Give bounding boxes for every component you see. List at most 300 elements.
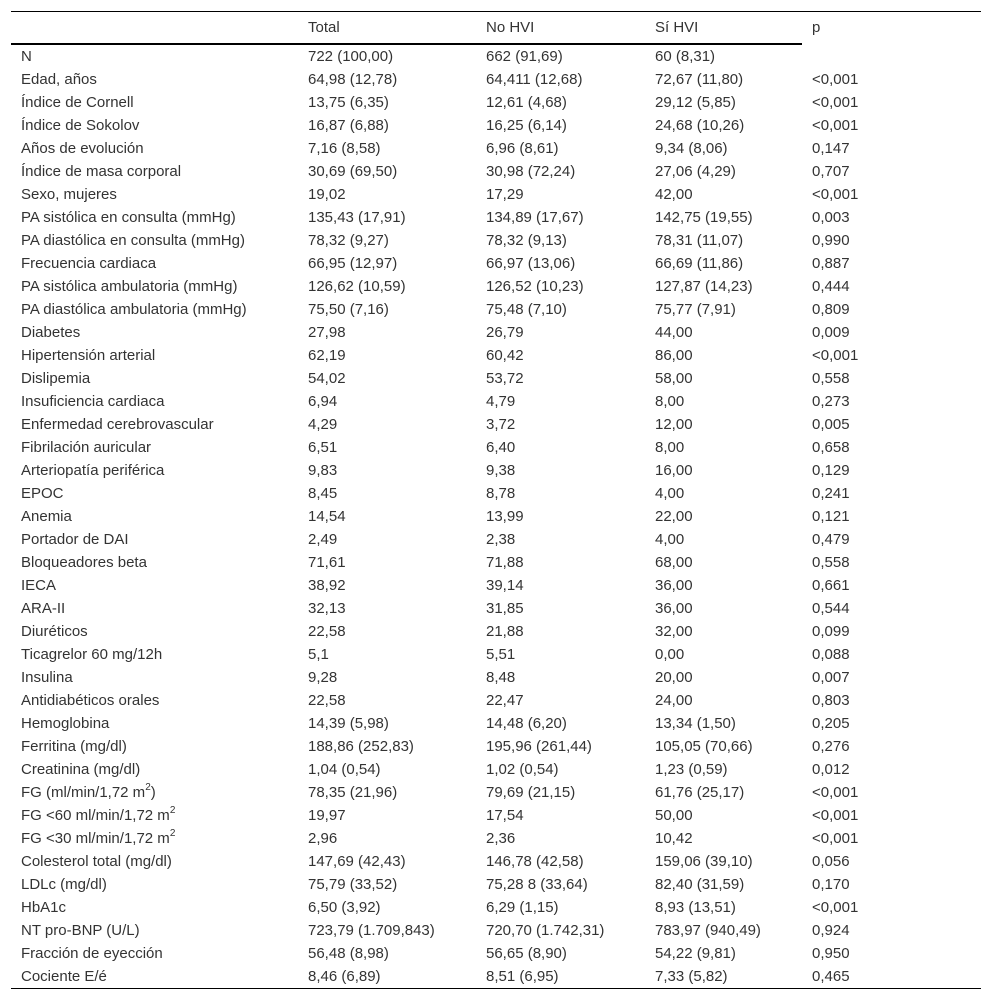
- row-label: [11, 44, 298, 68]
- cell-p-value: 0,990: [812, 231, 850, 249]
- cell-p-value: 0,056: [812, 852, 850, 870]
- cell-total: 7,16 (8,58): [308, 139, 381, 157]
- cell-si-hvi: 20,00: [655, 668, 693, 686]
- cell-no-hvi: 134,89 (17,67): [486, 208, 584, 226]
- table-row: [11, 528, 981, 551]
- cell-total: 66,95 (12,97): [308, 254, 398, 272]
- row-label: [11, 390, 298, 413]
- cell-no-hvi: 9,38: [486, 461, 516, 479]
- cell-no-hvi: 8,78: [486, 484, 516, 502]
- cell-no-hvi: 66,97 (13,06): [486, 254, 576, 272]
- data-table-container: [11, 11, 981, 989]
- cell-p-value: [802, 44, 981, 68]
- row-label-text: PA sistólica ambulatoria (mmHg): [21, 277, 238, 295]
- cell-total: 75,50 (7,16): [308, 300, 389, 318]
- table-row: [11, 735, 981, 758]
- cell-p-value: 0,147: [812, 139, 850, 157]
- cell-total: 723,79 (1.709,843): [308, 921, 435, 939]
- row-label-text: Fracción de eyección: [21, 944, 163, 962]
- cell-p-value: 0,003: [812, 208, 850, 226]
- row-label: [11, 160, 298, 183]
- row-label-text: Diabetes: [21, 323, 81, 341]
- table-row: [11, 758, 981, 781]
- cell-no-hvi: 14,48 (6,20): [486, 714, 567, 732]
- table-row: [11, 252, 981, 275]
- cell-si-hvi: 4,00: [655, 530, 685, 548]
- cell-total: 75,79 (33,52): [308, 875, 398, 893]
- cell-no-hvi: 22,47: [486, 691, 524, 709]
- cell-no-hvi: 71,88: [486, 553, 524, 571]
- row-label: [11, 321, 298, 344]
- row-label: [11, 850, 298, 873]
- cell-no-hvi: 31,85: [486, 599, 524, 617]
- cell-no-hvi: 6,40: [486, 438, 516, 456]
- table-row: [11, 551, 981, 574]
- cell-p-value: <0,001: [812, 70, 859, 88]
- row-label-text: Colesterol total (mg/dl): [21, 852, 172, 870]
- table-row: [11, 183, 981, 206]
- cell-total: 71,61: [308, 553, 346, 571]
- cell-si-hvi: 42,00: [655, 185, 693, 203]
- cell-si-hvi: 72,67 (11,80): [655, 70, 744, 88]
- row-label-text: Fibrilación auricular: [21, 438, 152, 456]
- cell-si-hvi: 0,00: [655, 645, 685, 663]
- row-label-superscript: 2: [145, 781, 151, 793]
- cell-total: 22,58: [308, 691, 346, 709]
- cell-si-hvi: 54,22 (9,81): [655, 944, 736, 962]
- cell-total: 32,13: [308, 599, 346, 617]
- cell-p-value: 0,273: [812, 392, 850, 410]
- cell-total: 126,62 (10,59): [308, 277, 406, 295]
- cell-no-hvi: 17,54: [486, 806, 524, 824]
- row-label: [11, 413, 298, 436]
- row-label-text: Antidiabéticos orales: [21, 691, 160, 709]
- row-label-text: FG <60 ml/min/1,72 m: [21, 806, 170, 824]
- cell-si-hvi: 8,00: [655, 392, 685, 410]
- row-label-text: Hemoglobina: [21, 714, 110, 732]
- cell-p-value: 0,129: [812, 461, 850, 479]
- cell-no-hvi: 195,96 (261,44): [486, 737, 592, 755]
- cell-total: 6,51: [308, 438, 338, 456]
- row-label: [11, 229, 298, 252]
- cell-no-hvi: 2,36: [486, 829, 516, 847]
- row-label: [11, 505, 298, 528]
- table-row: [11, 574, 981, 597]
- row-label: [11, 68, 298, 91]
- cell-no-hvi: 5,51: [486, 645, 516, 663]
- cell-si-hvi: 68,00: [655, 553, 693, 571]
- cell-p-value: <0,001: [812, 116, 859, 134]
- row-label-text: Ferritina (mg/dl): [21, 737, 127, 755]
- row-label: [11, 781, 298, 804]
- cell-no-hvi: 56,65 (8,90): [486, 944, 567, 962]
- row-label: [11, 206, 298, 229]
- cell-total: 2,49: [308, 530, 338, 548]
- row-label-text: Arteriopatía periférica: [21, 461, 165, 479]
- row-label-text: Cociente E/é: [21, 967, 107, 985]
- row-label-text: Diuréticos: [21, 622, 88, 640]
- cell-total: 22,58: [308, 622, 346, 640]
- cell-si-hvi: 58,00: [655, 369, 693, 387]
- cell-no-hvi: 17,29: [486, 185, 524, 203]
- row-label-superscript: 2: [169, 827, 176, 839]
- cell-p-value: 0,887: [812, 254, 850, 272]
- table-row: [11, 459, 981, 482]
- cell-no-hvi: 662 (91,69): [486, 47, 563, 65]
- row-label: [11, 551, 298, 574]
- cell-si-hvi: 142,75 (19,55): [655, 208, 753, 226]
- table-row: [11, 229, 981, 252]
- table-row: [11, 689, 981, 712]
- row-label: [11, 827, 298, 850]
- row-label-text: FG <30 ml/min/1,72 m: [21, 829, 170, 847]
- cell-si-hvi: 24,68 (10,26): [655, 116, 745, 134]
- cell-total: 38,92: [308, 576, 346, 594]
- row-label: [11, 689, 298, 712]
- row-label: [11, 643, 298, 666]
- cell-si-hvi: 66,69 (11,86): [655, 254, 744, 272]
- cell-p-value: 0,809: [812, 300, 850, 318]
- cell-si-hvi: 13,34 (1,50): [655, 714, 736, 732]
- cell-total: 9,28: [308, 668, 338, 686]
- cell-no-hvi: 13,99: [486, 507, 524, 525]
- table-row: [11, 942, 981, 965]
- table-row: [11, 436, 981, 459]
- table-row: [11, 482, 981, 505]
- table-row: [11, 896, 981, 919]
- cell-no-hvi: 4,79: [486, 392, 516, 410]
- row-label-text: Sexo, mujeres: [21, 185, 117, 203]
- cell-p-value: <0,001: [812, 783, 859, 801]
- row-label-text: Enfermedad cerebrovascular: [21, 415, 214, 433]
- table-row: [11, 597, 981, 620]
- row-label: [11, 367, 298, 390]
- cell-no-hvi: 16,25 (6,14): [486, 116, 567, 134]
- row-label-text: PA diastólica ambulatoria (mmHg): [21, 300, 247, 318]
- cell-total: 4,29: [308, 415, 338, 433]
- table-row: [11, 919, 981, 942]
- cell-p-value: 0,121: [812, 507, 850, 525]
- cell-si-hvi: 783,97 (940,49): [655, 921, 761, 939]
- cell-p-value: 0,444: [812, 277, 850, 295]
- cell-si-hvi: 32,00: [655, 622, 693, 640]
- cell-total: 27,98: [308, 323, 346, 341]
- cell-total: 62,19: [308, 346, 346, 364]
- cell-no-hvi: 126,52 (10,23): [486, 277, 584, 295]
- cell-no-hvi: 53,72: [486, 369, 524, 387]
- cell-total: 30,69 (69,50): [308, 162, 398, 180]
- row-label-superscript: 2: [169, 804, 176, 816]
- cell-p-value: 0,012: [812, 760, 850, 778]
- cell-p-value: 0,558: [812, 553, 850, 571]
- row-label-text: Creatinina (mg/dl): [21, 760, 141, 778]
- row-label: [11, 114, 298, 137]
- table-row: [11, 712, 981, 735]
- row-label-text: Edad, años: [21, 70, 97, 88]
- cell-no-hvi: 12,61 (4,68): [486, 93, 567, 111]
- data-table: [11, 11, 981, 989]
- cell-p-value: <0,001: [812, 898, 859, 916]
- cell-total: 1,04 (0,54): [308, 760, 381, 778]
- cell-p-value: 0,241: [812, 484, 850, 502]
- cell-p-value: 0,544: [812, 599, 850, 617]
- cell-no-hvi: 3,72: [486, 415, 516, 433]
- table-header-row: [11, 12, 981, 44]
- row-label: [11, 298, 298, 321]
- cell-total: 16,87 (6,88): [308, 116, 389, 134]
- cell-si-hvi: 159,06 (39,10): [655, 852, 753, 870]
- cell-no-hvi: 1,02 (0,54): [486, 760, 559, 778]
- row-label: [11, 91, 298, 114]
- cell-p-value: 0,170: [812, 875, 850, 893]
- row-label: [11, 459, 298, 482]
- cell-p-value: <0,001: [812, 185, 859, 203]
- cell-si-hvi: 86,00: [655, 346, 693, 364]
- row-label-text: Índice de masa corporal: [21, 162, 182, 180]
- cell-total: 14,39 (5,98): [308, 714, 389, 732]
- cell-si-hvi: 16,00: [655, 461, 693, 479]
- cell-total: 188,86 (252,83): [308, 737, 414, 755]
- cell-si-hvi: 82,40 (31,59): [655, 875, 745, 893]
- cell-total: 6,50 (3,92): [308, 898, 381, 916]
- row-label: [11, 758, 298, 781]
- row-label: [11, 804, 298, 827]
- cell-si-hvi: 60 (8,31): [655, 47, 716, 65]
- cell-no-hvi: 75,28 8 (33,64): [486, 875, 588, 893]
- row-label-suffix: ): [150, 783, 156, 801]
- cell-no-hvi: 39,14: [486, 576, 524, 594]
- cell-no-hvi: 78,32 (9,13): [486, 231, 567, 249]
- cell-p-value: 0,661: [812, 576, 850, 594]
- cell-si-hvi: 12,00: [655, 415, 693, 433]
- row-label-text: Ticagrelor 60 mg/12h: [21, 645, 163, 663]
- row-label: [11, 183, 298, 206]
- row-label-text: Índice de Sokolov: [21, 116, 140, 134]
- cell-no-hvi: 720,70 (1.742,31): [486, 921, 605, 939]
- table-row: [11, 137, 981, 160]
- cell-total: 13,75 (6,35): [308, 93, 389, 111]
- cell-total: 54,02: [308, 369, 346, 387]
- cell-p-value: <0,001: [812, 346, 859, 364]
- header-p: p: [802, 12, 981, 44]
- table-row: [11, 367, 981, 390]
- row-label-text: NT pro-BNP (U/L): [21, 921, 140, 939]
- row-label-text: EPOC: [21, 484, 64, 502]
- cell-total: 6,94: [308, 392, 338, 410]
- cell-si-hvi: 105,05 (70,66): [655, 737, 753, 755]
- cell-si-hvi: 78,31 (11,07): [655, 231, 744, 249]
- cell-si-hvi: 1,23 (0,59): [655, 760, 728, 778]
- cell-no-hvi: 8,51 (6,95): [476, 965, 645, 989]
- cell-p-value: 0,707: [812, 162, 850, 180]
- row-label: [11, 712, 298, 735]
- row-label-text: PA diastólica en consulta (mmHg): [21, 231, 245, 249]
- cell-total: 78,32 (9,27): [308, 231, 389, 249]
- row-label: [11, 436, 298, 459]
- row-label-text: HbA1c: [21, 898, 67, 916]
- row-label-text: Hipertensión arterial: [21, 346, 156, 364]
- row-label-text: Índice de Cornell: [21, 93, 134, 111]
- table-row: [11, 781, 981, 804]
- cell-no-hvi: 21,88: [486, 622, 524, 640]
- cell-si-hvi: 7,33 (5,82): [645, 965, 802, 989]
- cell-no-hvi: 60,42: [486, 346, 524, 364]
- cell-si-hvi: 8,00: [655, 438, 685, 456]
- cell-p-value: 0,950: [812, 944, 850, 962]
- cell-p-value: 0,558: [812, 369, 850, 387]
- cell-p-value: <0,001: [812, 829, 859, 847]
- table-row: [11, 44, 981, 68]
- row-label: [11, 344, 298, 367]
- cell-p-value: <0,001: [812, 806, 859, 824]
- row-label-text: Dislipemia: [21, 369, 91, 387]
- cell-total: 19,97: [308, 806, 346, 824]
- cell-p-value: 0,276: [812, 737, 850, 755]
- table-row: [11, 160, 981, 183]
- cell-no-hvi: 30,98 (72,24): [486, 162, 576, 180]
- table-row: [11, 804, 981, 827]
- table-body: [11, 44, 981, 989]
- table-row: [11, 827, 981, 850]
- cell-si-hvi: 29,12 (5,85): [655, 93, 736, 111]
- row-label: [11, 896, 298, 919]
- cell-si-hvi: 4,00: [655, 484, 685, 502]
- table-row: [11, 298, 981, 321]
- row-label: [11, 137, 298, 160]
- row-label: [11, 620, 298, 643]
- row-label-text: Anemia: [21, 507, 72, 525]
- row-label: [11, 873, 298, 896]
- row-label-text: FG (ml/min/1,72 m: [21, 783, 146, 801]
- cell-si-hvi: 50,00: [655, 806, 693, 824]
- table-row: [11, 91, 981, 114]
- cell-si-hvi: 36,00: [655, 599, 693, 617]
- table-row: [11, 666, 981, 689]
- row-label: [11, 919, 298, 942]
- header-total: Total: [298, 12, 476, 44]
- row-label: [11, 942, 298, 965]
- cell-p-value: 0,924: [812, 921, 850, 939]
- row-label-text: ARA-II: [21, 599, 66, 617]
- cell-no-hvi: 79,69 (21,15): [486, 783, 576, 801]
- cell-total: 56,48 (8,98): [308, 944, 389, 962]
- cell-total: 14,54: [308, 507, 346, 525]
- table-row: [11, 390, 981, 413]
- header-si-hvi: Sí HVI: [645, 12, 802, 44]
- table-row: [11, 620, 981, 643]
- row-label: [11, 965, 298, 989]
- cell-si-hvi: 9,34 (8,06): [655, 139, 728, 157]
- cell-no-hvi: 2,38: [486, 530, 516, 548]
- table-row: [11, 114, 981, 137]
- cell-total: 9,83: [308, 461, 338, 479]
- cell-p-value: 0,009: [812, 323, 850, 341]
- row-label: [11, 482, 298, 505]
- table-row: [11, 643, 981, 666]
- cell-p-value: 0,479: [812, 530, 850, 548]
- cell-no-hvi: 6,96 (8,61): [486, 139, 559, 157]
- header-label-column: [11, 12, 298, 44]
- row-label: [11, 666, 298, 689]
- cell-si-hvi: 75,77 (7,91): [655, 300, 736, 318]
- cell-no-hvi: 75,48 (7,10): [486, 300, 567, 318]
- cell-total: 147,69 (42,43): [308, 852, 406, 870]
- header-no-hvi: No HVI: [476, 12, 645, 44]
- row-label-text: Insuficiencia cardiaca: [21, 392, 165, 410]
- table-row: [11, 965, 981, 989]
- row-label-text: LDLc (mg/dl): [21, 875, 107, 893]
- table-row: [11, 206, 981, 229]
- row-label: [11, 597, 298, 620]
- row-label-text: Portador de DAI: [21, 530, 129, 548]
- table-row: [11, 68, 981, 91]
- table-row: [11, 505, 981, 528]
- row-label-text: IECA: [21, 576, 57, 594]
- row-label-text: Años de evolución: [21, 139, 144, 157]
- cell-p-value: 0,658: [812, 438, 850, 456]
- cell-si-hvi: 24,00: [655, 691, 693, 709]
- table-row: [11, 413, 981, 436]
- table-row: [11, 873, 981, 896]
- cell-p-value: 0,005: [812, 415, 850, 433]
- row-label-text: Frecuencia cardiaca: [21, 254, 157, 272]
- cell-si-hvi: 36,00: [655, 576, 693, 594]
- cell-no-hvi: 6,29 (1,15): [486, 898, 559, 916]
- row-label-text: Insulina: [21, 668, 73, 686]
- row-label-text: N: [21, 47, 32, 65]
- cell-si-hvi: 127,87 (14,23): [655, 277, 753, 295]
- cell-p-value: <0,001: [812, 93, 859, 111]
- cell-total: 19,02: [308, 185, 346, 203]
- cell-p-value: 0,088: [812, 645, 850, 663]
- table-row: [11, 321, 981, 344]
- cell-total: 78,35 (21,96): [308, 783, 398, 801]
- cell-p-value: 0,465: [802, 965, 981, 989]
- cell-no-hvi: 64,411 (12,68): [486, 70, 583, 88]
- table-row: [11, 344, 981, 367]
- cell-p-value: 0,099: [812, 622, 850, 640]
- row-label: [11, 574, 298, 597]
- cell-total: 8,46 (6,89): [298, 965, 476, 989]
- row-label: [11, 275, 298, 298]
- row-label-text: PA sistólica en consulta (mmHg): [21, 208, 236, 226]
- cell-total: 64,98 (12,78): [308, 70, 398, 88]
- cell-total: 135,43 (17,91): [308, 208, 406, 226]
- cell-total: 2,96: [308, 829, 338, 847]
- cell-total: 8,45: [308, 484, 338, 502]
- table-row: [11, 850, 981, 873]
- cell-no-hvi: 8,48: [486, 668, 516, 686]
- cell-p-value: 0,007: [812, 668, 850, 686]
- table-row: [11, 275, 981, 298]
- row-label: [11, 252, 298, 275]
- cell-total: 5,1: [308, 645, 329, 663]
- cell-p-value: 0,205: [812, 714, 850, 732]
- cell-no-hvi: 146,78 (42,58): [486, 852, 584, 870]
- cell-si-hvi: 10,42: [655, 829, 693, 847]
- cell-si-hvi: 44,00: [655, 323, 693, 341]
- cell-total: 722 (100,00): [308, 47, 394, 65]
- row-label: [11, 735, 298, 758]
- cell-p-value: 0,803: [812, 691, 850, 709]
- cell-si-hvi: 8,93 (13,51): [655, 898, 736, 916]
- cell-si-hvi: 27,06 (4,29): [655, 162, 736, 180]
- cell-si-hvi: 61,76 (25,17): [655, 783, 745, 801]
- row-label: [11, 528, 298, 551]
- cell-si-hvi: 22,00: [655, 507, 693, 525]
- cell-no-hvi: 26,79: [486, 323, 524, 341]
- row-label-text: Bloqueadores beta: [21, 553, 147, 571]
